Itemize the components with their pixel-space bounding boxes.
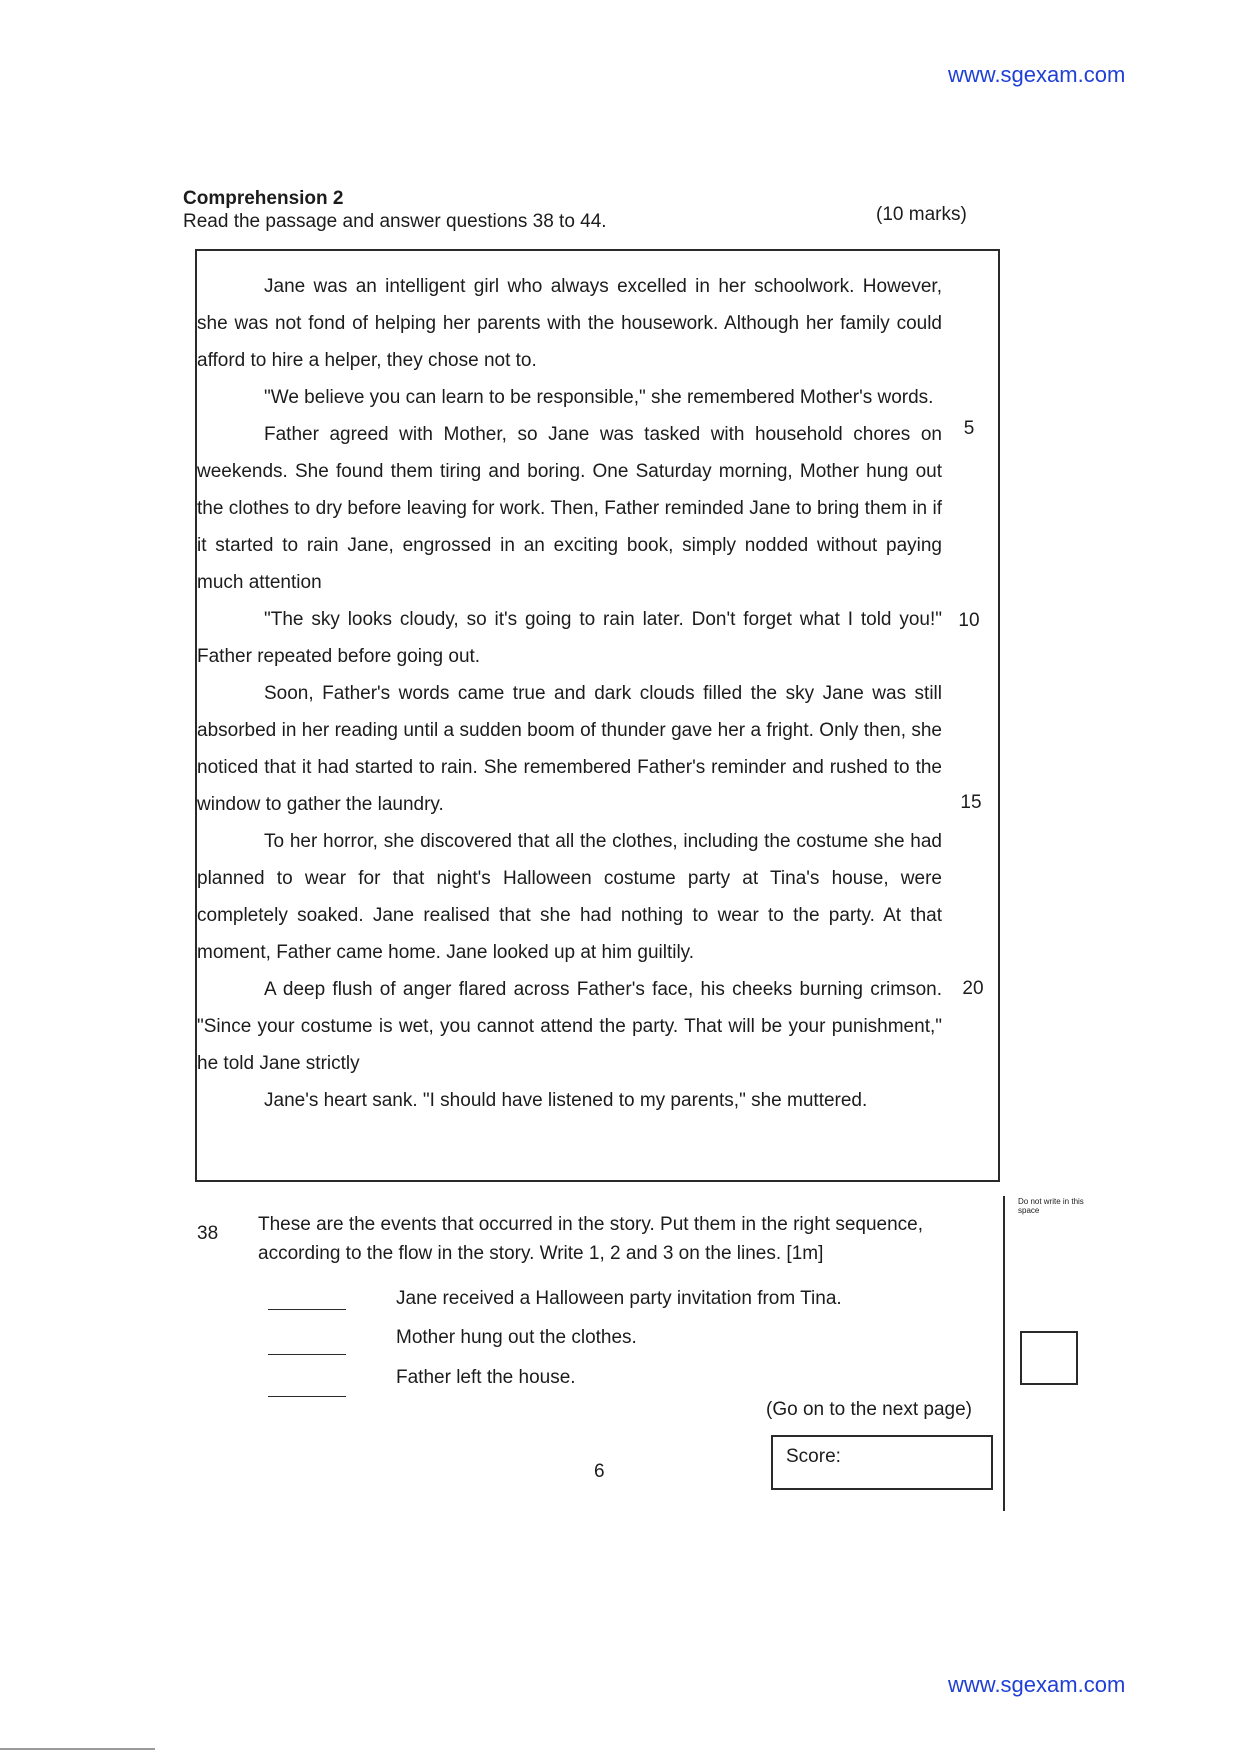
margin-note: Do not write in this space (1018, 1197, 1084, 1215)
website-link-top[interactable]: www.sgexam.com (948, 62, 1126, 87)
passage-paragraph: Jane was an intelligent girl who always excelled in her schoolwork. However, she was not fond of helping her parents with the housework. Although her family could afford to hire a helper, they chose not to. (197, 276, 942, 371)
margin-divider (1003, 1196, 1005, 1511)
passage-paragraph: Father agreed with Mother, so Jane was tasked with household chores on weekends. She found them tiring and boring. One Saturday morning, Mother hung out the clothes to dry before leaving for work. Then, Father reminded Jane to bring them in if it started to rain Jane, engrossed in an exciting book, simply nodded without paying much attention (197, 424, 942, 593)
line-number: 20 (962, 978, 984, 999)
line-number: 5 (963, 418, 975, 439)
passage-text (197, 268, 942, 1119)
question-number: 38 (197, 1223, 219, 1244)
line-number: 15 (960, 792, 982, 813)
passage-paragraph: "The sky looks cloudy, so it's going to rain later. Don't forget what I told you!" Father repeated before going out. (197, 609, 942, 667)
line-number: 10 (958, 610, 980, 631)
answer-blank[interactable] (268, 1396, 346, 1397)
answer-blank[interactable] (268, 1309, 346, 1310)
answer-blank[interactable] (268, 1354, 346, 1355)
passage-paragraph: A deep flush of anger flared across Father's face, his cheeks burning crimson. "Since your costume is wet, you cannot attend the party. That will be your punishment," he told Jane strictly (197, 979, 942, 1074)
website-link-bottom[interactable]: www.sgexam.com (948, 1672, 1126, 1697)
sequence-item: Mother hung out the clothes. (396, 1327, 637, 1348)
score-label: Score: (786, 1446, 841, 1467)
scan-edge-line (0, 1748, 155, 1750)
go-on-note: (Go on to the next page) (766, 1399, 972, 1420)
instruction-text: Read the passage and answer questions 38 to 44. (183, 211, 607, 232)
question-text: These are the events that occurred in the story. Put them in the right sequence, according to the flow in the story. Write 1, 2 and 3 on the lines. [1m] (258, 1214, 924, 1264)
total-marks: (10 marks) (876, 204, 967, 225)
passage-paragraph: Jane's heart sank. "I should have listened to my parents," she muttered. (264, 1090, 868, 1111)
passage-paragraph: To her horror, she discovered that all the clothes, including the costume she had planned to wear for that night's Halloween costume party at Tina's house, were completely soaked. Jane realised that she had nothing to wear to the party. At that moment, Father came home. Jane looked up at him guiltily. (197, 831, 942, 963)
page-number: 6 (594, 1461, 605, 1482)
section-title: Comprehension 2 (183, 188, 344, 209)
sequence-item: Father left the house. (396, 1367, 576, 1388)
passage-paragraph: Soon, Father's words came true and dark clouds filled the sky Jane was still absorbed in her reading until a sudden boom of thunder gave her a fright. Only then, she noticed that it had started to rain. She remembered Father's reminder and rushed to the window to gather the laundry. (197, 683, 942, 815)
sequence-item: Jane received a Halloween party invitation from Tina. (396, 1288, 842, 1309)
marks-box[interactable] (1020, 1331, 1078, 1385)
passage-paragraph: "We believe you can learn to be responsible," she remembered Mother's words. (264, 387, 934, 408)
